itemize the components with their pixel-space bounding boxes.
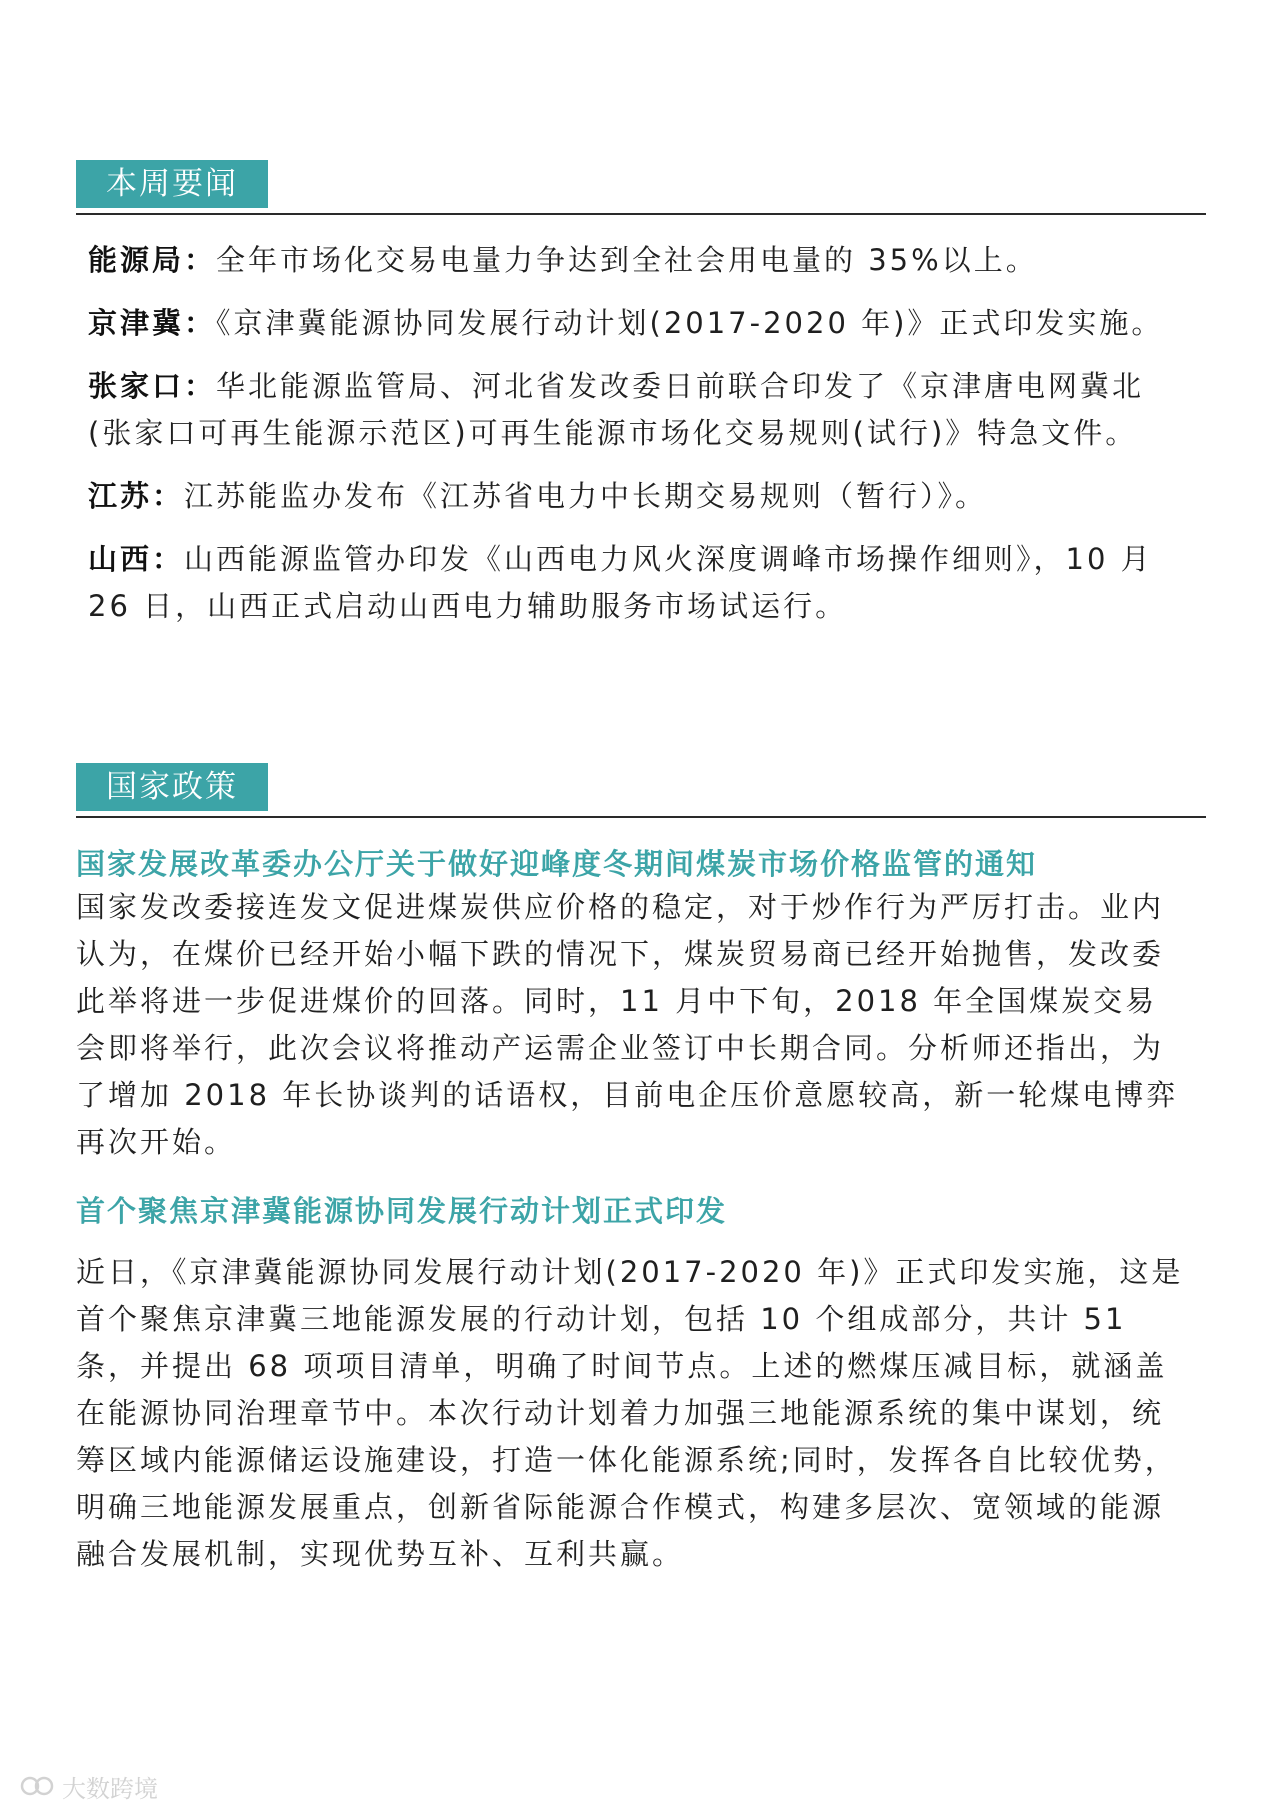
policy-article-title: 国家发展改革委办公厅关于做好迎峰度冬期间煤炭市场价格监管的通知 (76, 847, 1038, 881)
section-divider (76, 213, 1206, 215)
news-text: 江苏能监办发布《江苏省电力中长期交易规则（暂行）》。 (184, 479, 988, 513)
weekly-news-header (0, 160, 1280, 216)
weekly-news-section (0, 160, 1280, 216)
news-text: 全年市场化交易电量力争达到全社会用电量的 35%以上。 (216, 243, 1038, 277)
policy-article-jingjinji-plan (76, 1191, 1186, 1578)
news-item-jingjinji (88, 300, 1188, 347)
news-source: 张家口： (88, 369, 217, 403)
section-divider (76, 816, 1206, 818)
news-item-shanxi (88, 536, 1188, 630)
watermark-logo-icon (20, 1772, 54, 1800)
news-text: 《京津冀能源协同发展行动计划(2017-2020 年)》正式印发实施。 (216, 306, 1164, 340)
policy-article-body: 国家发改委接连发文促进煤炭供应价格的稳定，对于炒作行为严厉打击。业内认为，在煤价已经开始小幅下跌的情况下，煤炭贸易商已经开始抛售，发改委此举将进一步促进煤价的回落。同时，11 月中下旬，2018 年全国煤炭交易会即将举行，此次会议将推动产运需企业签订中长期合同。分析师还指出，为了增加 2018 年长协谈判的话语权，目前电企压价意愿较高，新一轮煤电博弈再次开始。 (76, 890, 1179, 1159)
news-text: 山西能源监管办印发《山西电力风火深度调峰市场操作细则》，10 月 26 日，山西正式启动山西电力辅助服务市场试运行。 (88, 542, 1153, 623)
news-source: 江苏： (88, 479, 185, 513)
news-source: 山西： (88, 542, 185, 576)
weekly-news-heading: 本周要闻 (76, 160, 268, 208)
weekly-news-list (88, 237, 1188, 646)
news-source: 能源局： (88, 243, 217, 277)
policy-article-coal-price (76, 844, 1186, 1166)
news-item-zhangjiakou (88, 363, 1188, 457)
news-source: 京津冀： (88, 306, 217, 340)
news-item-energy-bureau (88, 237, 1188, 284)
policy-article-body: 近日，《京津冀能源协同发展行动计划(2017-2020 年)》正式印发实施，这是首个聚焦京津冀三地能源发展的行动计划，包括 10 个组成部分，共计 51 条，并提出 68 项项目清单，明确了时间节点。上述的燃煤压减目标，就涵盖在能源协同治理章节中。本次行动计划着力加强三地能源系统的集中谋划，统筹区域内能源储运设施建设，打造一体化能源系统;同时，发挥各自比较优势，明确三地能源发展重点，创新省际能源合作模式，构建多层次、宽领域的能源融合发展机制，实现优势互补、互利共赢。 (76, 1255, 1184, 1571)
news-item-jiangsu (88, 473, 1188, 520)
policy-article-title: 首个聚焦京津冀能源协同发展行动计划正式印发 (76, 1194, 728, 1228)
national-policy-header (0, 763, 1280, 819)
national-policy-heading: 国家政策 (76, 763, 268, 811)
watermark (20, 1770, 158, 1802)
news-text: 华北能源监管局、河北省发改委日前联合印发了《京津唐电网冀北(张家口可再生能源示范区)可再生能源市场化交易规则(试行)》特急文件。 (88, 369, 1145, 450)
national-policy-section (0, 763, 1280, 819)
watermark-text: 大数跨境 (62, 1774, 158, 1803)
